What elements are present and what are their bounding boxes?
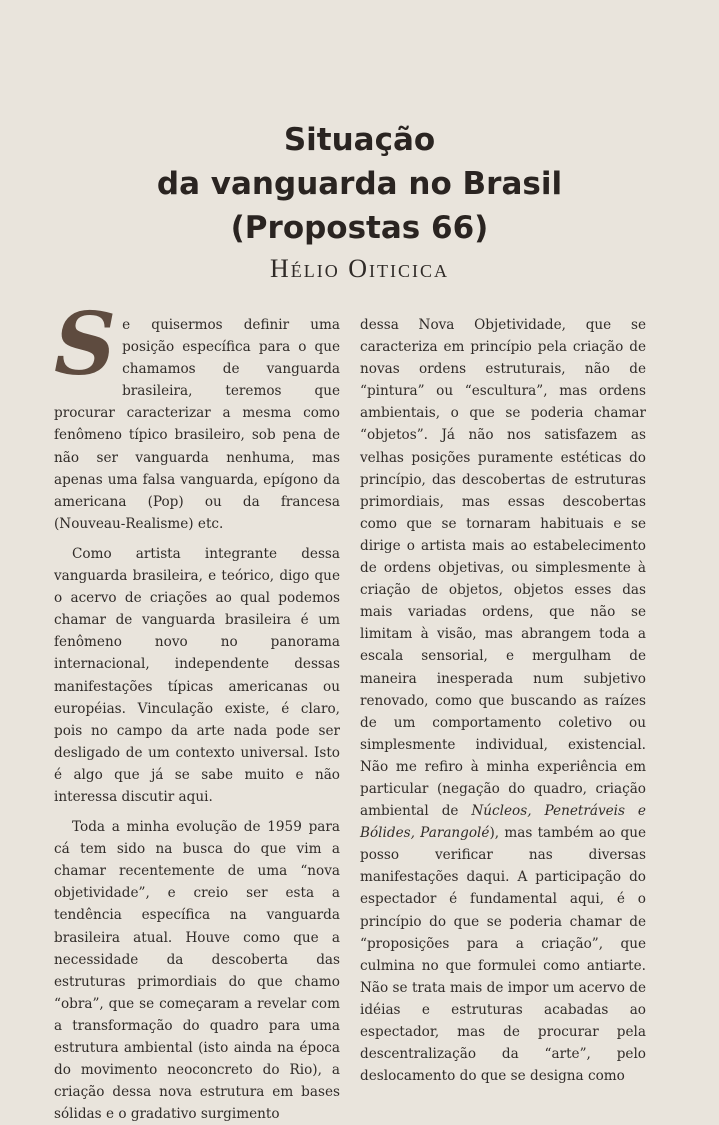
right-paragraph-1-text-b: ), mas também ao que posso verificar nas diversas manifestações daqui. A participação do espectador é fundamental aqui, é o princípio do que se poderia chamar de “proposições para a criação”, que culmina no que formulei como antiarte. Não se trata mais de impor um acervo de idéias e estruturas acabadas ao espectador, mas de procurar pela descentralização da “arte”, pelo deslocamento do que se designa como [360, 825, 647, 1085]
artwork-names: Núcleos, Penetráveis e Bólides, Parangolé [360, 803, 646, 842]
author-name: Hélio Oiticica [269, 254, 450, 283]
right-paragraph-1 [360, 314, 646, 1087]
title-line-1: Situação [283, 122, 436, 158]
left-paragraph-1-text: e quisermos definir uma posição específica para o que chamamos de vanguarda brasileira, teremos que procurar caracterizar a mesma como fenômeno típico brasileiro, sob pena de não ser vanguarda nenhuma, mas apenas uma falsa vanguarda, epígono da americana (Pop) ou da francesa (Nouveau-Realisme) etc. [54, 317, 340, 532]
left-paragraph-1 [54, 294, 340, 535]
dropcap-letter: S [54, 294, 117, 395]
right-paragraph-1-text-a: dessa Nova Objetividade, que se caracteriza em princípio pela criação de novas ordens estruturais, não de “pintura” ou “escultura”, mas ordens ambientais, o que se poderia chamar “objetos”. Já não nos satisfazem as velhas posições puramente estéticas do princípio, das descobertas de estruturas primordiais, mas essas descobertas como que se tornaram habituais e se dirige o artista mais ao estabelecimento de ordens objetivas, ou simplesmente à criação de objetos, objetos esses das mais variadas ordens, que não se limitam à visão, mas abrangem toda a escala sensorial, e mergulham de maneira inesperada num subjetivo renovado, como que buscando as raízes de um comportamento coletivo ou simplesmente individual, existencial. Não me refiro à minha experiência em particular (negação do quadro, criação ambiental de [360, 317, 646, 820]
right-column [360, 314, 646, 1087]
article-title [0, 118, 719, 250]
left-column [54, 294, 340, 1125]
title-line-3: (Propostas 66) [230, 210, 489, 246]
title-line-2: da vanguarda no Brasil [156, 166, 563, 202]
left-paragraph-3: Toda a minha evolução de 1959 para cá tem sido na busca do que vim a chamar recentemente de uma “nova objetividade”, e creio ser esta a tendência específica na vanguarda brasileira atual. Houve como que a necessidade da descoberta das estruturas primordiais do que chamo “obra”, que se começaram a revelar com a transformação do quadro para uma estrutura ambiental (isto ainda na época do movimento neoconcreto do Rio), a criação dessa nova estrutura em bases sólidas e o gradativo surgimento [54, 819, 340, 1123]
left-paragraph-2: Como artista integrante dessa vanguarda brasileira, e teórico, digo que o acervo de criações ao qual podemos chamar de vanguarda brasileira é um fenômeno novo no panorama internacional, independente dessas manifestações típicas americanas ou européias. Vinculação existe, é claro, pois no campo da arte nada pode ser desligado de um contexto universal. Isto é algo que já se sabe muito e não interessa discutir aqui. [54, 545, 340, 805]
